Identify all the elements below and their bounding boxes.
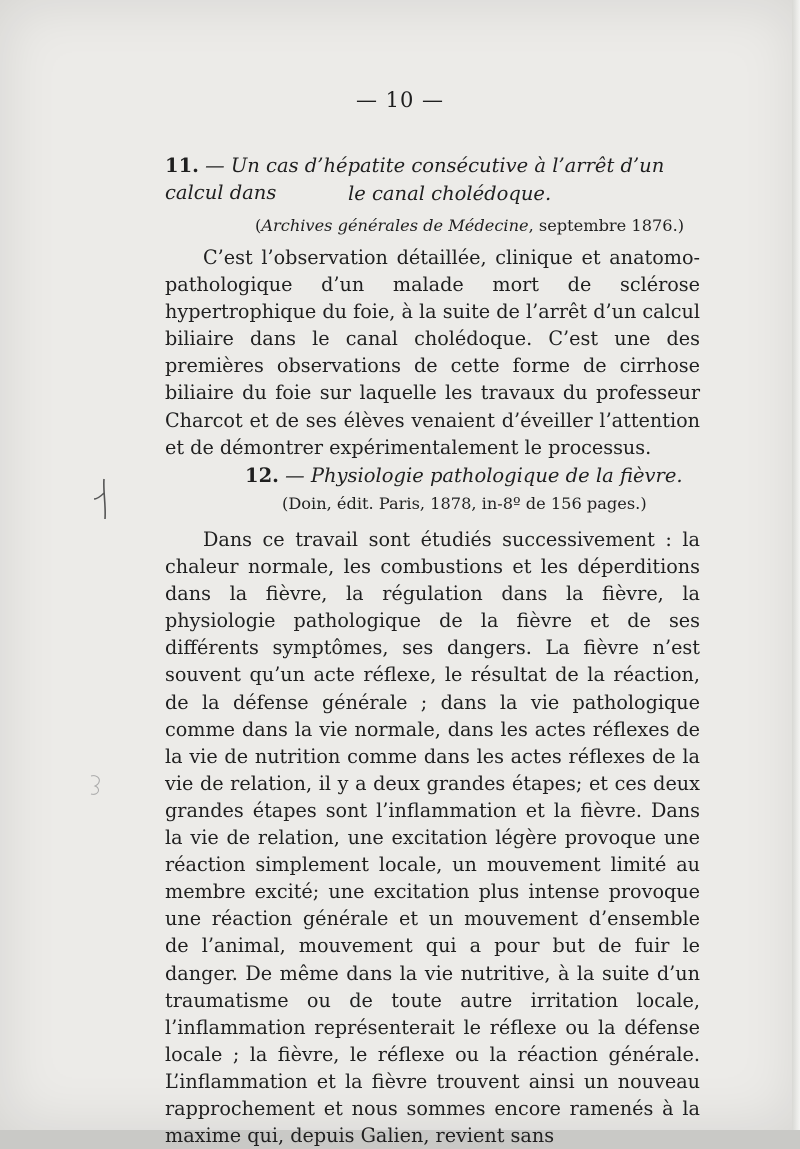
entry-12-title: — Physiologie pathologique de la fièvre. <box>285 464 683 487</box>
page-edge <box>792 0 800 1130</box>
pencil-margin-mark-icon <box>88 475 118 523</box>
entry-12-paragraph: Dans ce travail sont étudiés successivement : la chaleur normale, les combustions et les déperditions dans la fièvre, la régulation dans la fièvre, la physiologie pathologique de la fièvre et de ses différents symptômes, ses dangers. La fièvre n’est souvent qu’un acte réflexe, le résultat de la réaction, de la défense générale ; dans la vie pathologique comme dans la vie normale, dans les actes réflexes de la vie de nutrition comme dans les actes réflexes de la vie de relation, il y a deux grandes étapes; et ces deux grandes étapes sont l’inflammation et la fièvre. Dans la vie de relation, une excitation légère provoque une réaction simplement locale, un mouvement limité au membre excité; une excitation plus intense provoque une réaction générale et un mouvement d’ensemble de l’animal, mouvement qui a pour but de fuir le danger. De même dans la vie nutritive, à la suite d’un traumatisme ou de toute autre irritation locale, l’inflammation représenterait le réflexe ou la défense locale ; la fièvre, le réflexe ou la réaction générale. L’inflammation et la fièvre trouvent ainsi un nouveau rapprochement et nous sommes encore ramenés à la maxime qui, depuis Galien, revient sans <box>165 528 700 1148</box>
entry-11-source-rest: , septembre 1876.) <box>528 216 685 235</box>
entry-11-source <box>255 216 684 235</box>
entry-11-title-line1: — Un cas d’hépatite consécutive à l’arrêt d’un calcul dans <box>165 154 665 204</box>
entry-11-title-line2-wrap <box>348 180 551 207</box>
page-number: — 10 — <box>355 88 445 112</box>
entry-11-paragraph: C’est l’observation détaillée, clinique et anatomo-pathologique d’un malade mort de sclérose hypertrophique du foie, à la suite de l’arrêt d’un calcul biliaire dans le canal cholédoque. C’est une des premières observations de cette forme de cirrhose biliaire du foie sur laquelle les travaux du professeur Charcot et de ses élèves venaient d’éveiller l’attention et de démontrer expérimentalement le processus. <box>165 246 700 459</box>
entry-11-source-open: ( <box>255 216 262 235</box>
entry-11-title-line2: le canal cholédoque. <box>348 182 552 205</box>
entry-12-heading <box>245 462 683 489</box>
entry-11-source-journal: Archives générales de Médecine <box>261 216 529 235</box>
entry-11-number: 11. <box>165 154 199 177</box>
entry-12-number: 12. <box>245 464 279 487</box>
entry-11-body <box>165 244 700 461</box>
entry-12-body <box>165 526 700 1149</box>
faint-pencil-mark-icon <box>85 770 109 800</box>
entry-12-source: (Doin, édit. Paris, 1878, in-8º de 156 pages.) <box>282 494 647 513</box>
